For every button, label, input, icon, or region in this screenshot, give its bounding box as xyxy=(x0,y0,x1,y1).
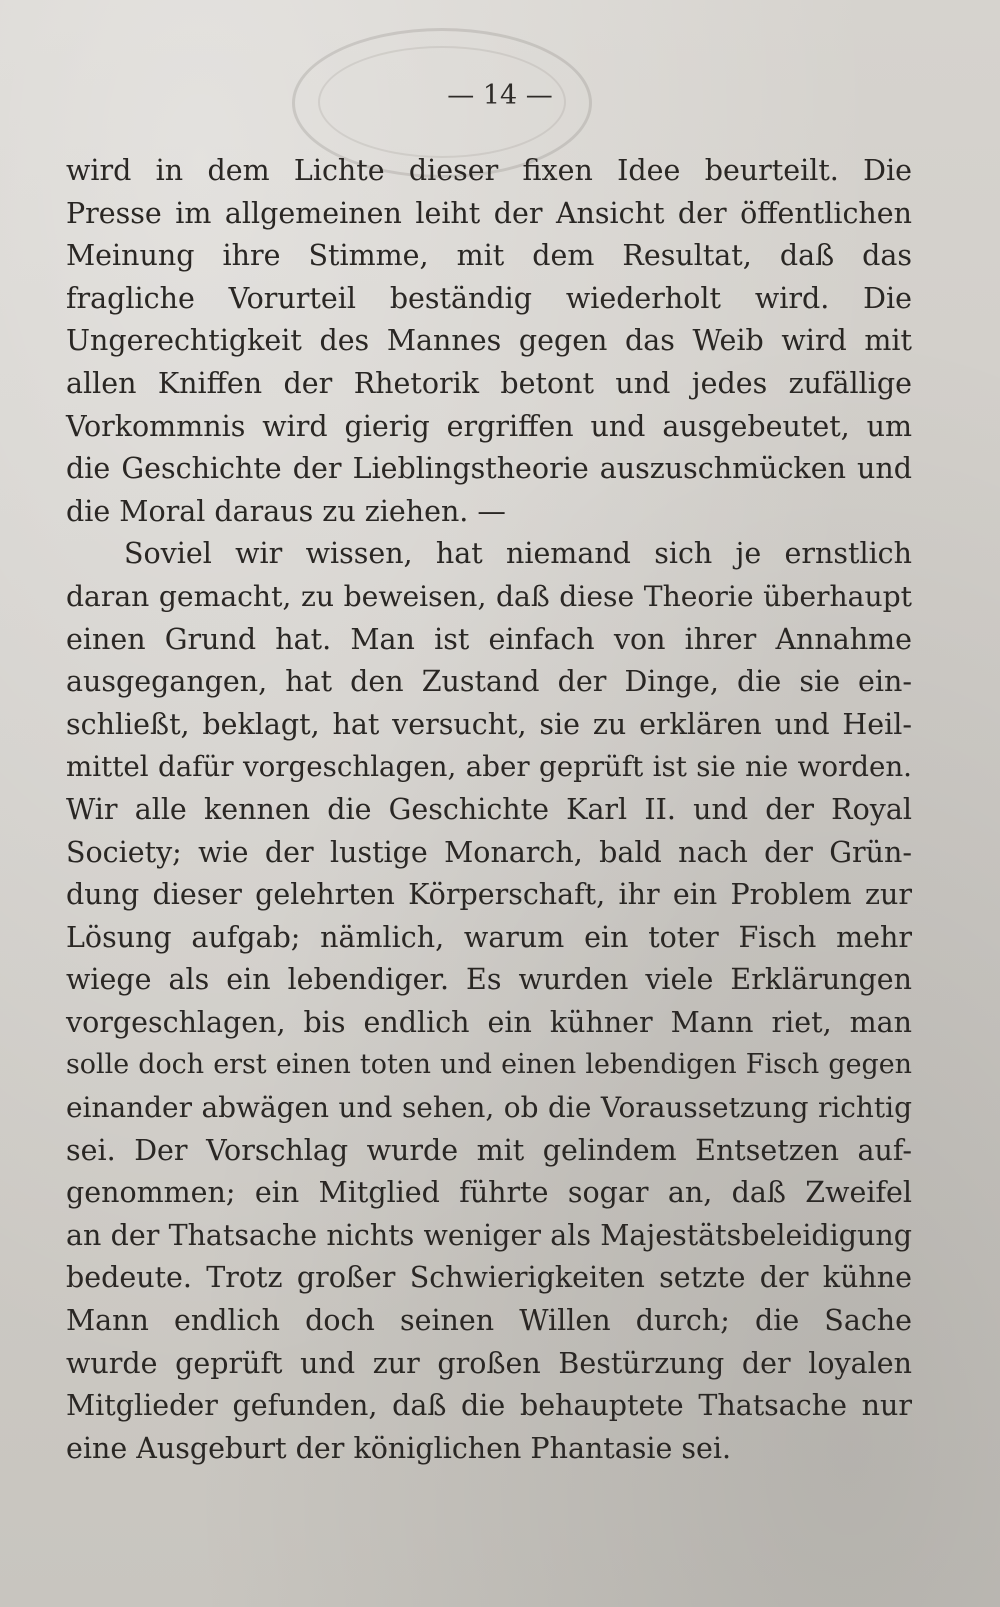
text-line: ausgegangen, hat den Zustand der Dinge, die sie ein- xyxy=(66,665,912,699)
text-line: wiege als ein lebendiger. Es wurden viele Erklärungen xyxy=(66,963,912,997)
page-number: — 14 — xyxy=(447,80,553,111)
text-line: wurde geprüft und zur großen Bestürzung der loyalen xyxy=(66,1346,912,1380)
text-line: wird in dem Lichte dieser fixen Idee beurteilt. Die xyxy=(66,154,912,187)
text-line: einen Grund hat. Man ist einfach von ihrer Annahme xyxy=(66,622,912,656)
text-line: vorgeschlagen, bis endlich ein kühner Mann riet, man xyxy=(66,1005,912,1039)
text-line: schließt, beklagt, hat versucht, sie zu erklären und Heil- xyxy=(66,707,912,741)
text-line: Mann endlich doch seinen Willen durch; die Sache xyxy=(66,1304,912,1338)
paragraph-end-line: die Moral daraus zu ziehen. — xyxy=(66,494,506,528)
text-line: fragliche Vorurteil beständig wiederholt wird. Die xyxy=(66,281,912,315)
text-line: einander abwägen und sehen, ob die Voraussetzung richtig xyxy=(66,1091,912,1125)
text-line: solle doch erst einen toten und einen lebendigen Fisch gegen xyxy=(66,1049,912,1081)
text-line: an der Thatsache nichts weniger als Majestätsbeleidigung xyxy=(66,1218,912,1252)
text-line: bedeute. Trotz großer Schwierigkeiten setzte der kühne xyxy=(66,1261,912,1295)
text-line: Ungerechtigkeit des Mannes gegen das Weib wird mit xyxy=(66,324,912,358)
text-line: daran gemacht, zu beweisen, daß diese Theorie überhaupt xyxy=(66,579,912,613)
body-text xyxy=(66,150,912,1470)
text-line: die Geschichte der Lieblingstheorie auszuschmücken und xyxy=(66,452,912,486)
text-line: Lösung aufgab; nämlich, warum ein toter Fisch mehr xyxy=(66,920,912,954)
text-line: mittel dafür vorgeschlagen, aber geprüft ist sie nie worden. xyxy=(66,750,912,784)
text-line: Mitglieder gefunden, daß die behauptete Thatsache nur xyxy=(66,1389,912,1423)
paragraph-end-line: eine Ausgeburt der königlichen Phantasie sei. xyxy=(66,1431,732,1465)
text-line: genommen; ein Mitglied führte sogar an, daß Zweifel xyxy=(66,1176,912,1210)
text-line: Meinung ihre Stimme, mit dem Resultat, daß das xyxy=(66,239,912,273)
text-line: Presse im allgemeinen leiht der Ansicht der öffentlichen xyxy=(66,196,912,230)
text-line: dung dieser gelehrten Körperschaft, ihr ein Problem zur xyxy=(66,878,912,912)
paragraph-first-line: Soviel wir wissen, hat niemand sich je ernstlich xyxy=(124,537,912,571)
text-line: Society; wie der lustige Monarch, bald nach der Grün- xyxy=(66,835,912,869)
text-line: Wir alle kennen die Geschichte Karl II. und der Royal xyxy=(66,792,912,826)
text-line: Vorkommnis wird gierig ergriffen und ausgebeutet, um xyxy=(66,409,912,443)
text-line: sei. Der Vorschlag wurde mit gelindem Entsetzen auf- xyxy=(66,1133,912,1167)
text-line: allen Kniffen der Rhetorik betont und jedes zufällige xyxy=(66,366,912,400)
